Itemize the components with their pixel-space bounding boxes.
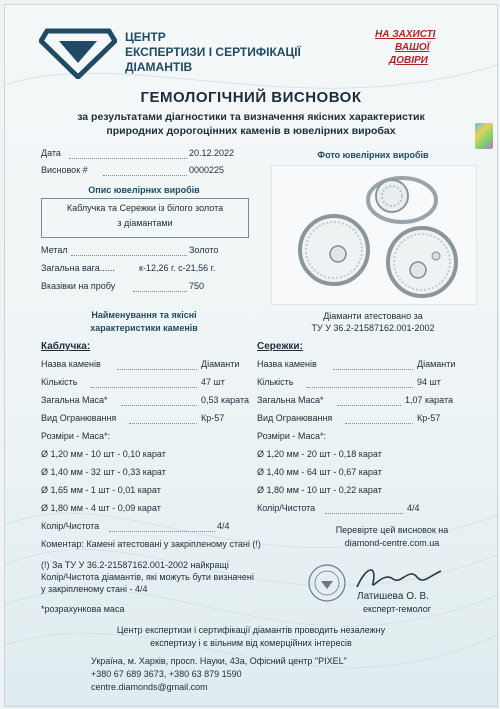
- ring-sizes-label: Розміри - Маса*:: [41, 431, 110, 441]
- slogan-stamp: [371, 27, 451, 73]
- ring-row-value: 47 шт: [201, 377, 225, 387]
- ring-title: Каблучка:: [41, 341, 91, 352]
- description-heading: Опис ювелірних виробів: [88, 185, 200, 195]
- earrings-size-line: Ø 1,40 мм - 64 шт - 0,67 карат: [257, 467, 382, 477]
- footer-phones: +380 67 689 3673, +380 63 879 1590: [91, 669, 242, 679]
- verify-line1: Перевірте цей висновок на: [335, 525, 449, 535]
- stamp-line2: ВАШОЇ: [395, 42, 430, 53]
- ring-row-label: Назва каменів: [41, 359, 101, 369]
- org-name-line3: ДІАМАНТІВ: [125, 60, 193, 74]
- org-name-line2: ЕКСПЕРТИЗИ І СЕРТИФІКАЦІЇ: [125, 45, 301, 59]
- stones-heading-line1: Найменування та якісні: [91, 310, 197, 320]
- description-box: [41, 198, 249, 238]
- earrings-row-value: 94 шт: [417, 377, 441, 387]
- signer-name: Латишева О. В.: [357, 591, 429, 602]
- metal-label: Метал: [41, 245, 68, 255]
- verify-url[interactable]: diamond-centre.com.ua: [344, 538, 440, 548]
- earrings-size-line: Ø 1,80 мм - 10 шт - 0,22 карат: [257, 485, 382, 495]
- metal-value: Золото: [189, 245, 219, 255]
- probe-value: 750: [189, 281, 205, 291]
- ring-color-value: 4/4: [217, 521, 230, 531]
- ring-row-value: Діаманти: [201, 359, 240, 369]
- ring-row-label: Вид Огранювання: [41, 413, 117, 423]
- date-label: Дата: [41, 148, 61, 158]
- seal-icon: [307, 563, 347, 603]
- hologram-sticker: [475, 123, 493, 149]
- footer-address: Україна, м. Харків, просп. Науки, 43а, Офісний центр "PIXEL": [91, 656, 347, 666]
- conclusion-number-value: 0000225: [189, 165, 225, 175]
- earrings-row-label: Кількість: [257, 377, 294, 387]
- document-title: ГЕМОЛОГІЧНИЙ ВИСНОВОК: [140, 89, 362, 106]
- probe-label: Вказівки на пробу: [41, 281, 116, 291]
- stamp-line3: ДОВІРИ: [389, 55, 428, 66]
- description-text-line2: з діамантами: [117, 218, 173, 228]
- footer-line2: експертизу і є вільним від комерційних інтересів: [150, 638, 352, 648]
- ring-size-line: Ø 1,40 мм - 32 шт - 0,33 карат: [41, 467, 166, 477]
- earrings-row-label: Вид Огранювання: [257, 413, 333, 423]
- signer-role: експерт-гемолог: [363, 604, 432, 614]
- ring-size-line: Ø 1,20 мм - 10 шт - 0,10 карат: [41, 449, 166, 459]
- earrings-row-label: Назва каменів: [257, 359, 317, 369]
- photo-caption-line2: ТУ У 36.2-21587162.001-2002: [311, 323, 435, 333]
- earrings-row-value: 1,07 карата: [405, 395, 453, 405]
- ring-size-line: Ø 1,80 мм - 4 шт - 0,09 карат: [41, 503, 161, 513]
- earrings-row-value: Кр-57: [417, 413, 441, 423]
- ring-row-value: Кр-57: [201, 413, 225, 423]
- footer-line1: Центр експертизи і сертифікації діамантів проводить незалежну: [116, 625, 386, 635]
- weight-value: к-12,26 г. с-21,56 г.: [139, 263, 216, 273]
- note-line2: Колір/Чистота діамантів, які можуть бути визначені: [41, 572, 254, 582]
- footer-email[interactable]: centre.diamonds@gmail.com: [91, 682, 208, 692]
- stamp-line1: НА ЗАХИСТІ: [375, 29, 436, 40]
- note-line1: (!) За ТУ У 36.2-21587162.001-2002 найкращі: [41, 560, 229, 570]
- certificate-page: [4, 4, 498, 707]
- photo-heading: Фото ювелірних виробів: [317, 150, 429, 160]
- diamond-logo-icon: [39, 27, 117, 79]
- document-subtitle-line2: природних дорогоцінних каменів в ювелірних виробах: [106, 125, 396, 137]
- ring-row-label: Загальна Маса*: [41, 395, 108, 405]
- earrings-size-line: Ø 1,20 мм - 20 шт - 0,18 карат: [257, 449, 382, 459]
- earrings-row-value: Діаманти: [417, 359, 456, 369]
- jewelry-illustration: [272, 166, 476, 304]
- comment-text: Коментар: Камені атестовані у закріпленому стані (!): [41, 539, 261, 549]
- earrings-color-value: 4/4: [407, 503, 420, 513]
- ring-size-line: Ø 1,65 мм - 1 шт - 0,01 карат: [41, 485, 161, 495]
- ring-row-value: 0,53 карата: [201, 395, 249, 405]
- photo-caption-line1: Діаманти атестовано за: [323, 311, 423, 321]
- calc-note: *розрахункова маса: [41, 604, 125, 614]
- earrings-title: Сережки:: [257, 341, 303, 352]
- date-value: 20.12.2022: [189, 148, 235, 158]
- earrings-row-label: Загальна Маса*: [257, 395, 324, 405]
- conclusion-number-label: Висновок #: [41, 165, 88, 175]
- description-text-line1: Каблучка та Сережки із білого золота: [66, 203, 224, 213]
- document-subtitle-line1: за результатами діагностики та визначення якісних характеристик: [77, 111, 425, 123]
- org-name-line1: ЦЕНТР: [125, 30, 166, 44]
- ring-row-label: Кількість: [41, 377, 78, 387]
- stones-heading-line2: характеристики каменів: [90, 323, 198, 333]
- ring-color-label: Колір/Чистота: [41, 521, 100, 531]
- jewelry-photo: [271, 165, 477, 305]
- weight-label: Загальна вага......: [41, 263, 115, 273]
- note-line3: у закріпленому стані - 4/4: [41, 584, 148, 594]
- earrings-color-label: Колір/Чистота: [257, 503, 316, 513]
- earrings-sizes-label: Розміри - Маса*:: [257, 431, 326, 441]
